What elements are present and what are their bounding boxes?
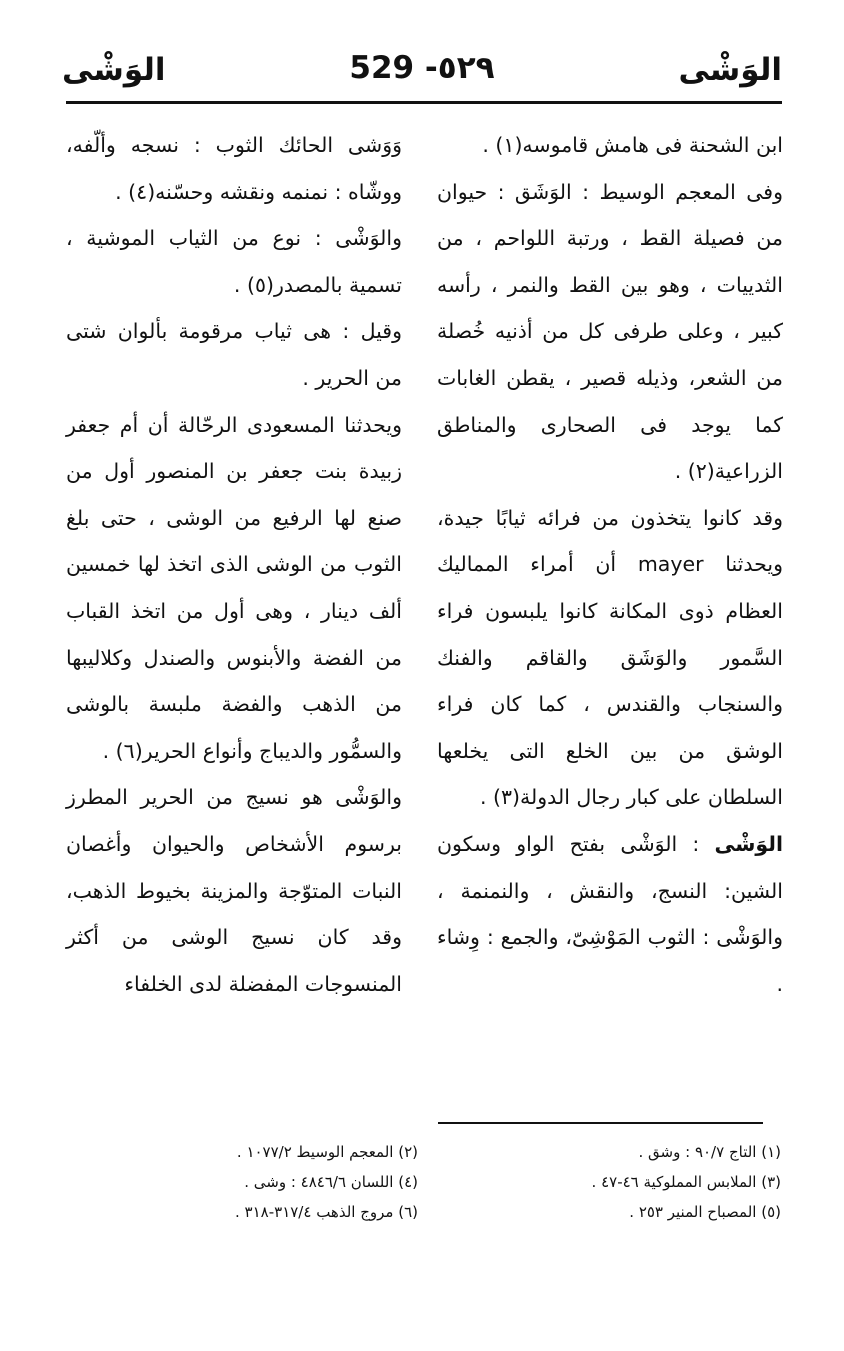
running-headword-left: الوَشْى [62,52,166,88]
footnotes-left [66,1137,418,1227]
paragraph: ابن الشحنة فى هامش قاموسه(١) . [482,133,783,157]
paragraph: وَوَشى الحائك الثوب : نسجه وألّفه، ووشّاه : نمنمه ونقشه وحسّنه(٤) . [66,133,402,204]
paragraph: وفى المعجم الوسيط : الوَشَق : حيوان من فصيلة القط ، ورتبة اللواحم ، من الثدييات ، وهو بين القط والنمر ، رأسه كبير ، وعلى طرفى كل من أذنيه خُصلة من الشعر، وذيله قصير ، يقطن الغابات كما يوجد فى الصحارى والمناطق الزراعية(٢) . [437,179,783,484]
right-column [437,122,783,1007]
footnote: (١) التاج ٩٠/٧ : وشق . [638,1143,781,1161]
left-column [66,122,402,1007]
paragraph: وقيل : هى ثياب مرقومة بألوان شتى من الحرير . [66,319,402,390]
paragraph: والوَشْى : نوع من الثياب الموشية ، تسمية بالمصدر(٥) . [66,226,402,297]
footnote: (٦) مروج الذهب ٣١٧/٤-٣١٨ . [235,1203,418,1221]
footnote: (٥) المصباح المنير ٢٥٣ . [629,1203,781,1221]
paragraph: الوَشْى : الوَشْى بفتح الواو وسكون الشين: النسج، والنقش ، والنمنمة ، والوَشْى : الثوب المَوْشِىّ، والجمع : وِشاء . [437,831,783,996]
footnotes-right [437,1137,781,1227]
entry-headword: الوَشْى [714,831,783,856]
running-headword-right: الوَشْى [678,52,782,88]
footnote: (٤) اللسان ٤٨٤٦/٦ : وشى . [244,1173,418,1191]
footnote: (٢) المعجم الوسيط ١٠٧٧/٢ . [236,1143,418,1161]
footnote: (٣) الملابس المملوكية ٤٦-٤٧ . [591,1173,781,1191]
header-rule [66,101,782,104]
page-number: 529 -٥٢٩ [349,50,495,86]
page-header [62,44,782,94]
paragraph: ويحدثنا المسعودى الرحّالة أن أم جعفر زبيدة بنت جعفر بن المنصور أول من صنع لها الرفيع من الوشى ، حتى بلغ الثوب من الوشى الذى اتخذ لها خمسين ألف دينار ، وهى أول من اتخذ القباب من الفضة والأبنوس والصندل وكلاليبها من الذهب والفضة ملبسة بالوشى والسمُّور والديباج وأنواع الحرير(٦) . [66,412,402,763]
footnote-rule [438,1122,763,1124]
paragraph: والوَشْى هو نسيج من الحرير المطرز برسوم الأشخاص والحيوان وأغصان النبات المتوّجة والمزينة بخيوط الذهب، وقد كان نسيج الوشى من أكثر المنسوجات المفضلة لدى الخلفاء [66,785,402,996]
paragraph: وقد كانوا يتخذون من فرائه ثيابًا جيدة، ويحدثنا mayer أن أمراء المماليك العظام ذوى المكانة كانوا يلبسون فراء السَّمور والوَشَق والقاقم والفنك والسنجاب والقندس ، كما كان فراء الوشق من بين الخلع التى يخلعها السلطان على كبار رجال الدولة(٣) . [437,505,783,810]
